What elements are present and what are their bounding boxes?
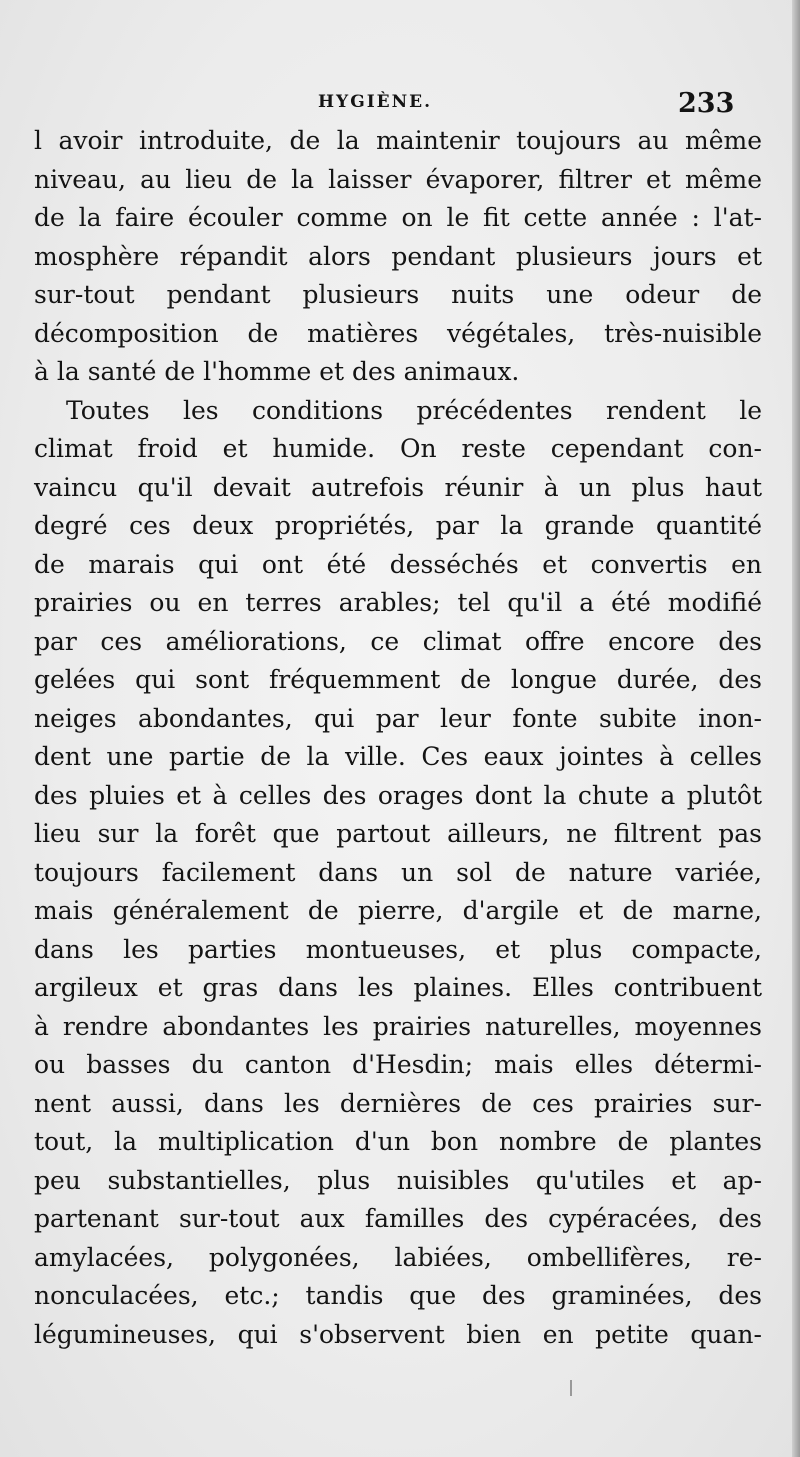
text-line: décomposition de matières végétales, très-nuisible — [34, 318, 762, 348]
text-line: l avoir introduite, de la maintenir toujours au même — [34, 126, 762, 155]
text-line: vaincu qu'il devait autrefois réunir à un plus haut — [34, 472, 762, 502]
text-line: tout, la multiplication d'un bon nombre de plantes — [34, 1127, 762, 1156]
text-line: mais généralement de pierre, d'argile et de marne, — [34, 896, 762, 925]
text-line: amylacées, polygonées, labiées, ombellifères, re- — [34, 1242, 762, 1272]
text-line: peu substantielles, plus nuisibles qu'utiles et ap- — [34, 1165, 762, 1195]
text-line: partenant sur-tout aux familles des cypéracées, des — [34, 1204, 762, 1233]
text-line: Toutes les conditions précédentes rendent le — [66, 395, 762, 425]
text-line: sur-tout pendant plusieurs nuits une odeur de — [34, 280, 762, 309]
text-line: lieu sur la forêt que partout ailleurs, ne filtrent pas — [34, 819, 762, 848]
text-line: de marais qui ont été desséchés et convertis en — [34, 549, 762, 579]
print-mark — [570, 1380, 572, 1396]
text-line: neiges abondantes, qui par leur fonte subite inon- — [34, 703, 762, 733]
text-line: dans les parties montueuses, et plus compacte, — [34, 934, 762, 964]
text-line: des pluies et à celles des orages dont la chute a plutôt — [34, 780, 762, 810]
text-line: niveau, au lieu de la laisser évaporer, filtrer et même — [34, 164, 762, 194]
text-line: nent aussi, dans les dernières de ces prairies sur- — [34, 1088, 762, 1118]
text-line: degré ces deux propriétés, par la grande quantité — [34, 511, 762, 540]
text-line: ou basses du canton d'Hesdin; mais elles détermi- — [34, 1050, 762, 1079]
text-line: à la santé de l'homme et des animaux. — [34, 357, 520, 386]
text-line: de la faire écouler comme on le fit cette année : l'at- — [34, 203, 762, 232]
text-line: climat froid et humide. On reste cependant con- — [34, 434, 762, 463]
text-line: toujours facilement dans un sol de nature variée, — [34, 857, 762, 887]
text-line: nonculacées, etc.; tandis que des graminées, des — [34, 1281, 762, 1310]
body-text — [34, 122, 762, 1354]
text-line: argileux et gras dans les plaines. Elles contribuent — [34, 973, 762, 1002]
text-line: mosphère répandit alors pendant plusieurs jours et — [34, 241, 762, 271]
text-line: prairies ou en terres arables; tel qu'il a été modifié — [34, 588, 762, 617]
text-line: par ces améliorations, ce climat offre encore des — [34, 626, 762, 656]
text-line: à rendre abondantes les prairies naturelles, moyennes — [34, 1011, 762, 1041]
page-header — [0, 88, 800, 122]
text-line: gelées qui sont fréquemment de longue durée, des — [34, 665, 762, 694]
page-number: 233 — [678, 88, 735, 119]
text-line: dent une partie de la ville. Ces eaux jointes à celles — [34, 742, 762, 771]
text-line: légumineuses, qui s'observent bien en petite quan- — [34, 1319, 762, 1349]
page-edge-shadow — [792, 0, 800, 1457]
running-head: HYGIÈNE. — [318, 92, 433, 112]
